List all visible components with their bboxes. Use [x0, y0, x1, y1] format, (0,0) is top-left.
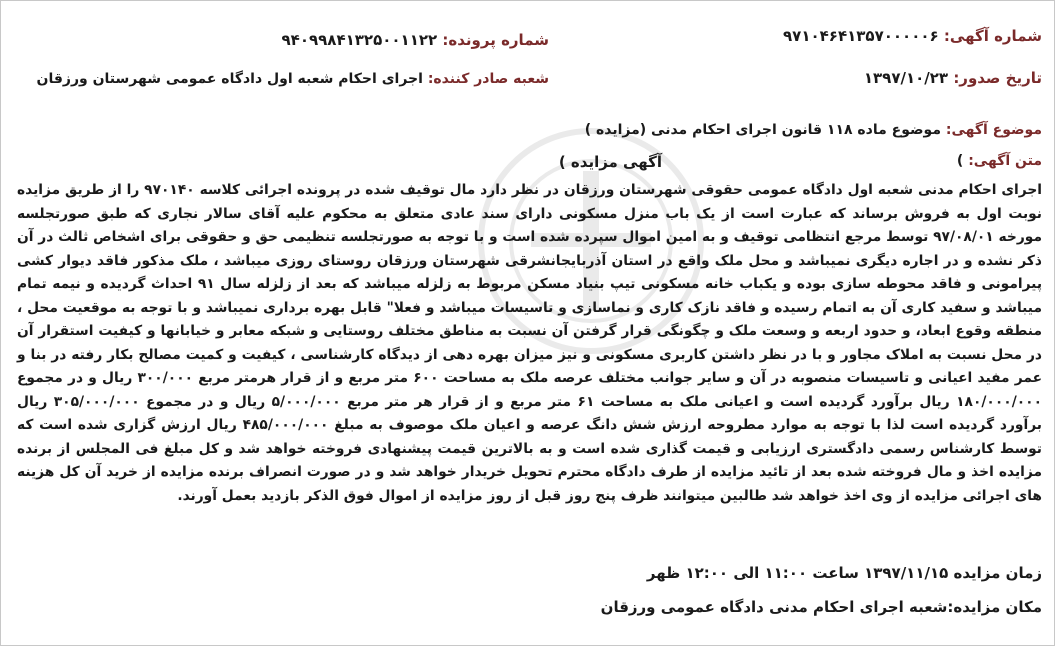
- notice-text-bracket: ): [956, 153, 964, 169]
- issuing-branch-label: شعبه صادر کننده:: [427, 71, 549, 87]
- ad-title-text: آگهی مزایده ): [558, 153, 662, 171]
- notice-number-value: ۹۷۱۰۴۶۴۱۳۵۷۰۰۰۰۰۶: [783, 27, 939, 45]
- notice-text-label: متن آگهی:: [968, 153, 1042, 169]
- issuing-branch-value: اجرای احکام شعبه اول دادگاه عمومی شهرستان ورزقان: [36, 71, 423, 87]
- subject-value: موضوع ماده ۱۱۸ قانون اجرای احکام مدنی (مزایده ): [584, 122, 941, 138]
- issue-date-value: ۱۳۹۷/۱۰/۲۳: [863, 69, 949, 87]
- auction-time-text: زمان مزایده ۱۳۹۷/۱۱/۱۵ ساعت ۱۱:۰۰ الی ۱۲:۰۰ ظهر: [646, 564, 1042, 582]
- case-number-row: [282, 31, 549, 49]
- case-number-label: شماره پرونده:: [442, 31, 549, 49]
- subject-row: [585, 122, 1042, 138]
- issuing-branch-row: [37, 71, 549, 87]
- notice-text-label-row: [957, 153, 1042, 169]
- issue-date-label: تاریخ صدور:: [953, 69, 1042, 87]
- auction-place: [601, 598, 1042, 616]
- notice-body-text: اجرای احکام مدنی شعبه اول دادگاه عمومی حقوقی شهرستان ورزقان در نظر دارد مال توقیف شده در پرونده اجرائی کلاسه ۹۷۰۱۴۰ را از طریق مزایده نوبت اول به فروش برساند که عبارت است از یک باب منزل مسکونی دارای سند عادی متعلق به محکوم علیه آقای سالار نجاری که طبق صورتجلسه مورخه ۹۷/۰۸/۰۱ توسط مرجع انتظامی توقیف و به امین اموال سپرده شده است و با توجه به صورتجلسه تنظیمی حق و حقوقی برای اشخاص ثالث در آن ذکر نشده و در اجاره دیگری نمیباشد و محل ملک واقع در استان آذربایجانشرقی شهرستان ورزقان روستای روزی میباشد ، ملک مذکور فاقد دیوار کشی پیرامونی و فاقد محوطه سازی بوده و یکباب خانه مسکونی تیپ بنیاد مسکن مربوط به زلزله میباشد که بعد از زلزله سال ۹۱ احداث گردیده و نیمه تمام میباشد و سفید کاری آن به اتمام رسیده و فاقد نازک کاری و نماسازی و تاسیسات میباشد و فعلا" قابل بهره برداری نمیباشد و با توجه به موقعیت محل ، منطقه وقوع ابعاد، و حدود اربعه و وسعت ملک و چگونگی قرار گرفتن آن نسبت به مناطق مختلف روستایی و شبکه معابر و خیابانها و کیفیت استقرار آن در محل نسبت به املاک مجاور و با در نظر داشتن کاربری مسکونی و نیز میزان بهره دهی از دیدگاه کارشناسی ، کیفیت و کمیت مصالح بکار رفته در بنا و عمر مفید اعیانی و تاسیسات منصوبه در آن و سایر جوانب مختلف عرصه ملک به مساحت ۶۰۰ متر مربع و از قرار هرمتر مربع ۳۰۰/۰۰۰ ریال و در مجموع ۱۸۰/۰۰۰/۰۰۰ ریال برآورد گردیده است و اعیانی ملک به مساحت ۶۱ متر مربع و از قرار هر متر مربع ۵/۰۰۰/۰۰۰ ریال و در مجموع ۳۰۵/۰۰۰/۰۰۰ ریال برآورد گردیده است لذا با توجه به موارد مطروحه ارزش شش دانگ عرصه و اعیان ملک موصوف به مبلغ ۴۸۵/۰۰۰/۰۰۰ ریال ارزش گزاری شده است که توسط کارشناس رسمی دادگستری ارزیابی و قیمت گذاری شده است و به بالاترین قیمت پیشنهادی فروخته خواهد شد و کل مبلغ فی المجلس از برنده مزایده اخذ و مال فروخته شده بعد از تائید مزایده از طرف دادگاه محترم تحویل خریدار خواهد شد و در صورت انصراف برنده مزایده از خرید آن کل هزینه های اجرائی مزایده از وی اخذ خواهد شد طالبین میتوانند ظرف پنج روز قبل از روز مزایده از اموال فوق الذکر بازدید بعمل آورند.: [17, 182, 1042, 504]
- notice-number-row: [783, 27, 1042, 45]
- subject-label: موضوع آگهی:: [945, 122, 1042, 138]
- issue-date-row: [864, 69, 1042, 87]
- ad-title: [559, 153, 662, 171]
- auction-place-text: مکان مزایده:شعبه اجرای احکام مدنی دادگاه عمومی ورزقان: [600, 598, 1042, 616]
- notice-number-label: شماره آگهی:: [943, 27, 1042, 45]
- auction-time: [647, 564, 1042, 582]
- case-number-value: ۹۴۰۹۹۸۴۱۳۲۵۰۰۱۱۲۲: [281, 31, 438, 49]
